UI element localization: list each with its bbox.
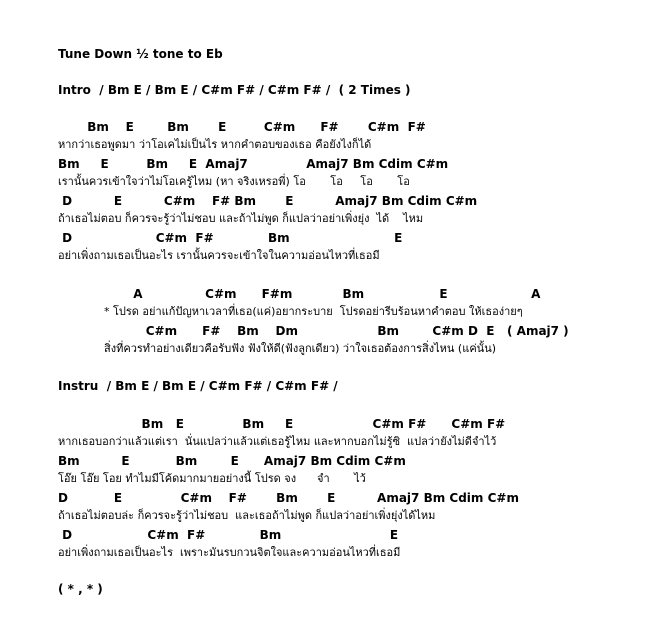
chord-line: Bm E Bm E C#m F# C#m F# bbox=[58, 120, 426, 134]
lyric-line: อย่าเพิ่งถามเธอเป็นอะไร เพราะมันรบกวนจิตใจและความอ่อนไหวที่เธอมี bbox=[58, 546, 401, 559]
repeat-marker: ( * , * ) bbox=[58, 582, 103, 596]
chord-line: D C#m F# Bm E bbox=[58, 231, 403, 245]
lyric-line: หากเธอบอกว่าแล้วแต่เรา นั่นแปลว่าแล้วแต่เธอรู้ไหม และหากบอกไม่รู้ซิ แปลว่ายังไม่ดีจำไว้ bbox=[58, 435, 497, 448]
lyric-line: เรานั้นควรเข้าใจว่าไม่โอเครู้ไหม (หา จริงเหรอพี่) โอ โอ โอ โอ bbox=[58, 175, 410, 188]
chord-line: Bm E Bm E Amaj7 Amaj7 Bm Cdim C#m bbox=[58, 157, 449, 171]
lyric-line: ถ้าเธอไม่ตอบ ก็ควรจะรู้ว่าไม่ชอบ และถ้าไม่พูด ก็แปลว่าอย่าเพิ่งยุ่ง ได้ ไหม bbox=[58, 212, 424, 225]
chord-line: C#m F# Bm Dm Bm C#m D E ( Amaj7 ) bbox=[58, 324, 569, 338]
chord-line: D C#m F# Bm E bbox=[58, 528, 399, 542]
intro-progression: Intro / Bm E / Bm E / C#m F# / C#m F# / ( 2 Times ) bbox=[58, 83, 411, 97]
chord-line: D E C#m F# Bm E Amaj7 Bm Cdim C#m bbox=[58, 194, 478, 208]
instrumental-progression: Instru / Bm E / Bm E / C#m F# / C#m F# / bbox=[58, 379, 338, 393]
lyric-line: หากว่าเธอพูดมา ว่าโอเคไม่เป็นไร หากคำตอบของเธอ คือยังไงก็ได้ bbox=[58, 138, 372, 151]
lyric-line: ถ้าเธอไม่ตอบล่ะ ก็ควรจะรู้ว่าไม่ชอบ และเธอถ้าไม่พูด ก็แปลว่าอย่าเพิ่งยุ่งได้ไหม bbox=[58, 509, 436, 522]
chord-line: Bm E Bm E Amaj7 Bm Cdim C#m bbox=[58, 454, 406, 468]
chord-line: A C#m F#m Bm E A bbox=[58, 287, 541, 301]
lyric-line: * โปรด อย่าแก้ปัญหาเวลาที่เธอ(แค่)อยากระบาย โปรดอย่ารีบร้อนหาคำตอบ ให้เธอง่ายๆ bbox=[104, 305, 523, 318]
chord-line: Bm E Bm E C#m F# C#m F# bbox=[58, 417, 506, 431]
lyric-line: อย่าเพิ่งถามเธอเป็นอะไร เรานั้นควรจะเข้าใจในความอ่อนไหวที่เธอมี bbox=[58, 249, 380, 262]
chord-line: D E C#m F# Bm E Amaj7 Bm Cdim C#m bbox=[58, 491, 519, 505]
lyric-line: สิ่งที่ควรทำอย่างเดียวคือรับฟัง ฟังให้ดี(ฟังลูกเดียว) ว่าใจเธอต้องการสิ่งไหน (แค่นั้น) bbox=[104, 342, 497, 355]
lyric-line: โอ๊ย โอ๊ย โอย ทำไมมีโค้ดมากมายอย่างนี้ โปรด จง จำ ไว้ bbox=[58, 472, 366, 485]
tuning-note: Tune Down ½ tone to Eb bbox=[58, 47, 223, 61]
